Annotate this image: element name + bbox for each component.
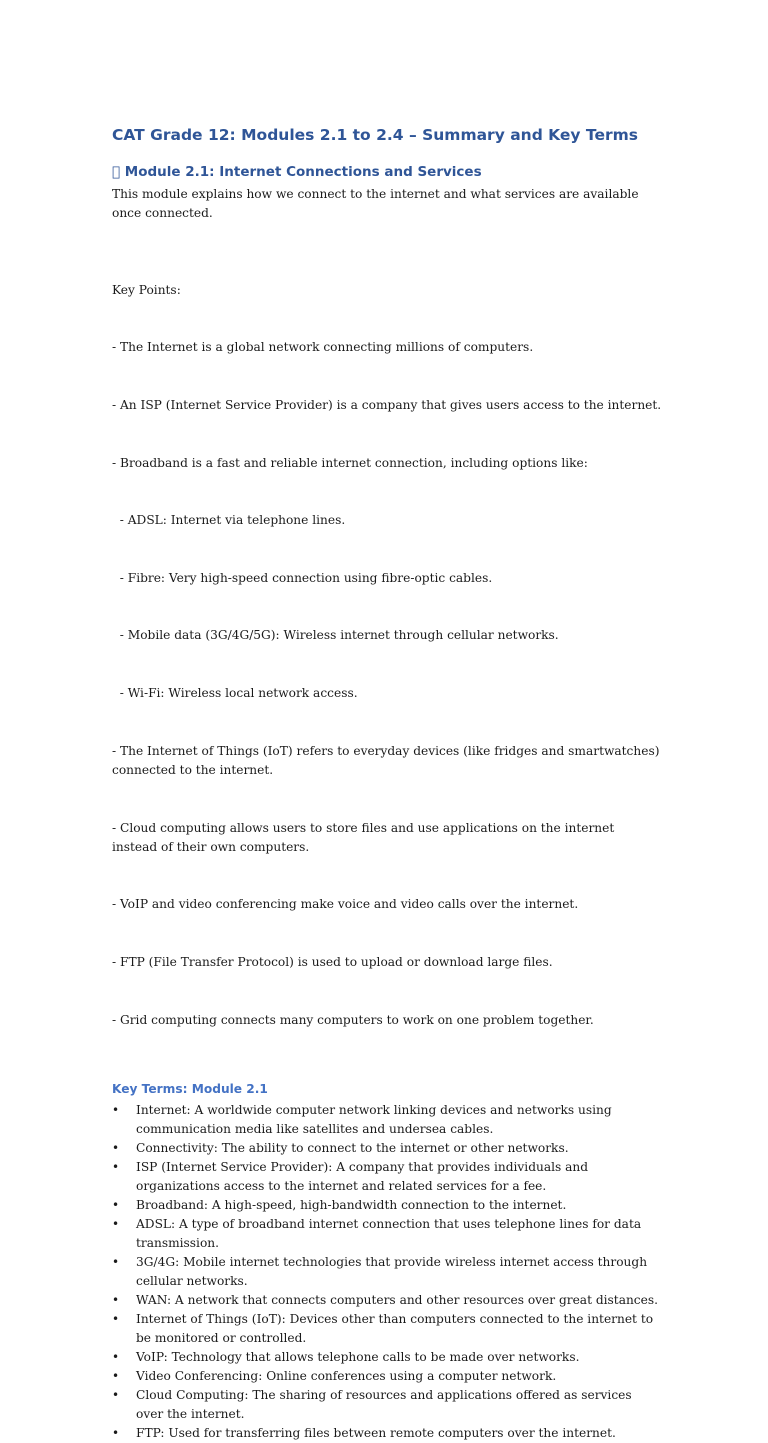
module-heading — [112, 162, 662, 182]
key-term-text: ADSL: A type of broadband internet connection that uses telephone lines for data transmission. — [136, 1217, 642, 1251]
key-term-item — [112, 1215, 662, 1253]
key-term-text: Broadband: A high-speed, high-bandwidth connection to the internet. — [136, 1198, 567, 1213]
key-points-label: Key Points: — [112, 282, 181, 297]
key-terms-list — [112, 1101, 662, 1443]
key-term-item — [112, 1348, 662, 1367]
key-term-text: Connectivity: The ability to connect to the internet or other networks. — [136, 1141, 569, 1156]
bullet-icon: • — [112, 1350, 120, 1365]
key-term-item — [112, 1253, 662, 1291]
key-term-text: Cloud Computing: The sharing of resources and applications offered as services over the internet. — [136, 1388, 632, 1422]
key-point-line: - The Internet of Things (IoT) refers to everyday devices (like fridges and smartwatches) connected to the internet. — [112, 743, 664, 777]
key-term-item — [112, 1291, 662, 1310]
key-term-text: Internet of Things (IoT): Devices other than computers connected to the internet to be monitored or controlled. — [136, 1312, 654, 1346]
key-term-text: Internet: A worldwide computer network linking devices and networks using communication media like satellites and undersea cables. — [136, 1103, 612, 1137]
key-term-item — [112, 1139, 662, 1158]
bullet-icon: • — [112, 1198, 120, 1213]
key-term-item — [112, 1424, 662, 1443]
key-term-item — [112, 1310, 662, 1348]
bullet-icon: • — [112, 1369, 120, 1384]
key-point-subline: - ADSL: Internet via telephone lines. — [112, 513, 346, 528]
key-term-text: FTP: Used for transferring files between remote computers over the internet. — [136, 1426, 616, 1441]
key-point-line: - Cloud computing allows users to store files and use applications on the internet instead of their own computers. — [112, 820, 619, 854]
key-point-line: - An ISP (Internet Service Provider) is a company that gives users access to the internet. — [112, 398, 662, 413]
key-term-text: VoIP: Technology that allows telephone calls to be made over networks. — [136, 1350, 580, 1365]
key-terms-heading: Key Terms: Module 2.1 — [112, 1082, 268, 1097]
key-term-text: ISP (Internet Service Provider): A company that provides individuals and organizations access to the internet and related services for a fee. — [136, 1160, 589, 1194]
key-point-subline: - Wi-Fi: Wireless local network access. — [112, 686, 358, 701]
key-points — [112, 242, 662, 1068]
document-title: CAT Grade 12: Modules 2.1 to 2.4 – Summary and Key Terms — [112, 126, 638, 144]
bullet-icon: • — [112, 1312, 120, 1327]
bullet-icon: • — [112, 1141, 120, 1156]
key-term-text: 3G/4G: Mobile internet technologies that provide wireless internet access through cellular networks. — [136, 1255, 648, 1289]
key-term-text: Video Conferencing: Online conferences using a computer network. — [136, 1369, 557, 1384]
document-page — [112, 124, 662, 1443]
key-point-line: - The Internet is a global network connecting millions of computers. — [112, 340, 534, 355]
key-point-subline: - Fibre: Very high-speed connection using fibre-optic cables. — [112, 570, 493, 585]
key-term-item — [112, 1386, 662, 1424]
key-point-line: - VoIP and video conferencing make voice and video calls over the internet. — [112, 897, 579, 912]
key-term-item — [112, 1158, 662, 1196]
bullet-icon: • — [112, 1160, 120, 1175]
module-heading-text:   Module 2.1: Internet Connections and Services — [112, 164, 482, 180]
bullet-icon: • — [112, 1103, 120, 1118]
key-point-line: - Broadband is a fast and reliable internet connection, including options like: — [112, 455, 588, 470]
key-term-item — [112, 1101, 662, 1139]
key-point-line: - Grid computing connects many computers to work on one problem together. — [112, 1012, 594, 1027]
bullet-icon: • — [112, 1426, 120, 1441]
bullet-icon: • — [112, 1255, 120, 1270]
bullet-icon: • — [112, 1293, 120, 1308]
key-term-text: WAN: A network that connects computers and other resources over great distances. — [136, 1293, 658, 1308]
bullet-icon: • — [112, 1388, 120, 1403]
key-term-item — [112, 1196, 662, 1215]
key-term-item — [112, 1367, 662, 1386]
bullet-icon: • — [112, 1217, 120, 1232]
key-point-subline: - Mobile data (3G/4G/5G): Wireless internet through cellular networks. — [112, 628, 559, 643]
module-intro: This module explains how we connect to the internet and what services are available once connected. — [112, 187, 639, 221]
key-point-line: - FTP (File Transfer Protocol) is used to upload or download large files. — [112, 954, 553, 969]
